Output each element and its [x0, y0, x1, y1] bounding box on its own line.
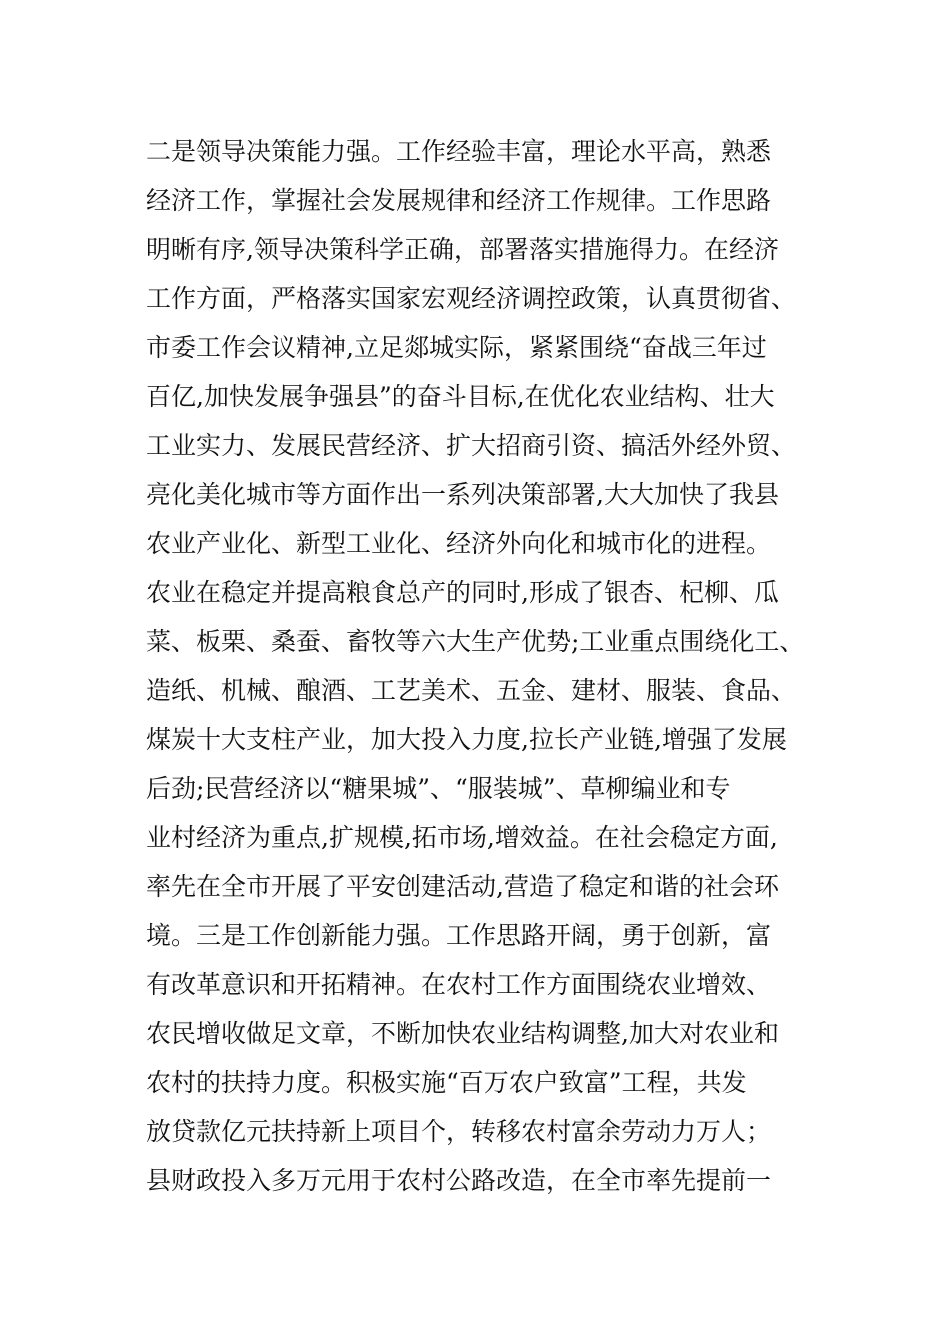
text-line: 有改革意识和开拓精神。在农村工作方面围绕农业增效、 — [146, 970, 772, 999]
text-line: 煤炭十大支柱产业，加大投入力度,拉长产业链,增强了发展 — [146, 725, 787, 754]
text-line: 农业在稳定并提高粮食总产的同时,形成了银杏、杞柳、瓜 — [146, 578, 779, 607]
text-line: 亮化美化城市等方面作出一系列决策部署,大大加快了我县 — [146, 480, 779, 509]
text-line: 农民增收做足文章，不断加快农业结构调整,加大对农业和 — [146, 1019, 779, 1048]
text-line: 工业实力、发展民营经济、扩大招商引资、搞活外经外贸、 — [146, 431, 797, 460]
text-line: 农村的扶持力度。积极实施“百万农户致富”工程，共发 — [146, 1068, 747, 1097]
text-line: 二是领导决策能力强。工作经验丰富，理论水平高，熟悉 — [146, 137, 772, 166]
text-line: 菜、板栗、桑蚕、畜牧等六大生产优势;工业重点围绕化工、 — [146, 627, 805, 656]
text-line: 市委工作会议精神,立足郯城实际，紧紧围绕“奋战三年过 — [146, 333, 767, 362]
text-line: 农业产业化、新型工业化、经济外向化和城市化的进程。 — [146, 529, 772, 558]
text-line: 率先在全市开展了平安创建活动,营造了稳定和谐的社会环 — [146, 872, 779, 901]
text-line: 百亿,加快发展争强县”的奋斗目标,在优化农业结构、壮大 — [146, 382, 775, 411]
body-text — [146, 127, 806, 1205]
text-line: 工作方面，严格落实国家宏观经济调控政策，认真贯彻省、 — [146, 284, 797, 313]
text-line: 业村经济为重点,扩规模,拓市场,增效益。在社会稳定方面, — [146, 823, 778, 852]
text-line: 后劲;民营经济以“糖果城”、“服装城”、草柳编业和专 — [146, 774, 731, 803]
text-line: 明晰有序,领导决策科学正确，部署落实措施得力。在经济 — [146, 235, 779, 264]
text-line: 经济工作，掌握社会发展规律和经济工作规律。工作思路 — [146, 186, 772, 215]
text-line: 县财政投入多万元用于农村公路改造，在全市率先提前一 — [146, 1166, 772, 1195]
text-line: 造纸、机械、酿酒、工艺美术、五金、建材、服装、食品、 — [146, 676, 797, 705]
text-line: 境。三是工作创新能力强。工作思路开阔，勇于创新，富 — [146, 921, 772, 950]
text-line: 放贷款亿元扶持新上项目个，转移农村富余劳动力万人； — [146, 1117, 772, 1146]
